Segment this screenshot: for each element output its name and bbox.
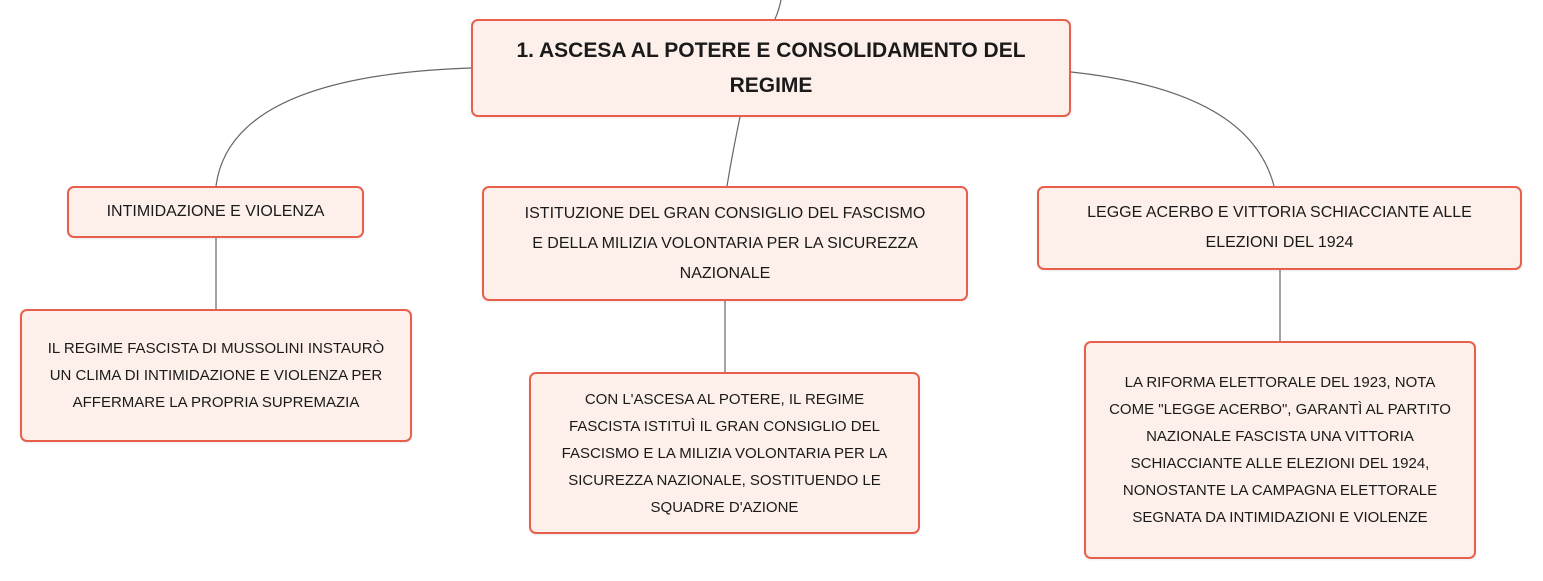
subtopic-node-legge-acerbo[interactable]: [1037, 186, 1522, 270]
root-topic-label: 1. ASCESA AL POTERE E CONSOLIDAMENTO DEL REGIME: [516, 39, 1026, 97]
root-topic-node[interactable]: [471, 19, 1071, 117]
detail-text: IL REGIME FASCISTA DI MUSSOLINI INSTAURÒ UN CLIMA DI INTIMIDAZIONE E VIOLENZA PER AFFERMARE LA PROPRIA SUPREMAZIA: [47, 340, 385, 411]
detail-node-gran-consiglio[interactable]: [529, 372, 920, 534]
detail-node-legge-acerbo[interactable]: [1084, 341, 1476, 559]
detail-text: CON L'ASCESA AL POTERE, IL REGIME FASCISTA ISTITUÌ IL GRAN CONSIGLIO DEL FASCISMO E LA MILIZIA VOLONTARIA PER LA SICUREZZA NAZIONALE, SOSTITUENDO LE SQUADRE D'AZIONE: [561, 390, 888, 516]
connector-parent-to-root: [775, 0, 781, 19]
subtopic-label: ISTITUZIONE DEL GRAN CONSIGLIO DEL FASCISMO E DELLA MILIZIA VOLONTARIA PER LA SICUREZZA NAZIONALE: [524, 204, 926, 282]
subtopic-label: INTIMIDAZIONE E VIOLENZA: [106, 203, 325, 220]
subtopic-node-intimidazione[interactable]: [67, 186, 364, 238]
subtopic-label: LEGGE ACERBO E VITTORIA SCHIACCIANTE ALLE ELEZIONI DEL 1924: [1087, 204, 1472, 251]
detail-node-intimidazione[interactable]: [20, 309, 412, 442]
connector-root-to-branch-1: [216, 68, 471, 186]
connector-root-to-branch-2: [727, 117, 740, 186]
detail-text: LA RIFORMA ELETTORALE DEL 1923, NOTA COME "LEGGE ACERBO", GARANTÌ AL PARTITO NAZIONALE FASCISTA UNA VITTORIA SCHIACCIANTE ALLE ELEZIONI DEL 1924, NONOSTANTE LA CAMPAGNA ELETTORALE SEGNATA DA INTIMIDAZIONI E VIOLENZE: [1109, 374, 1451, 526]
subtopic-node-gran-consiglio[interactable]: [482, 186, 968, 301]
connector-root-to-branch-3: [1071, 72, 1274, 186]
